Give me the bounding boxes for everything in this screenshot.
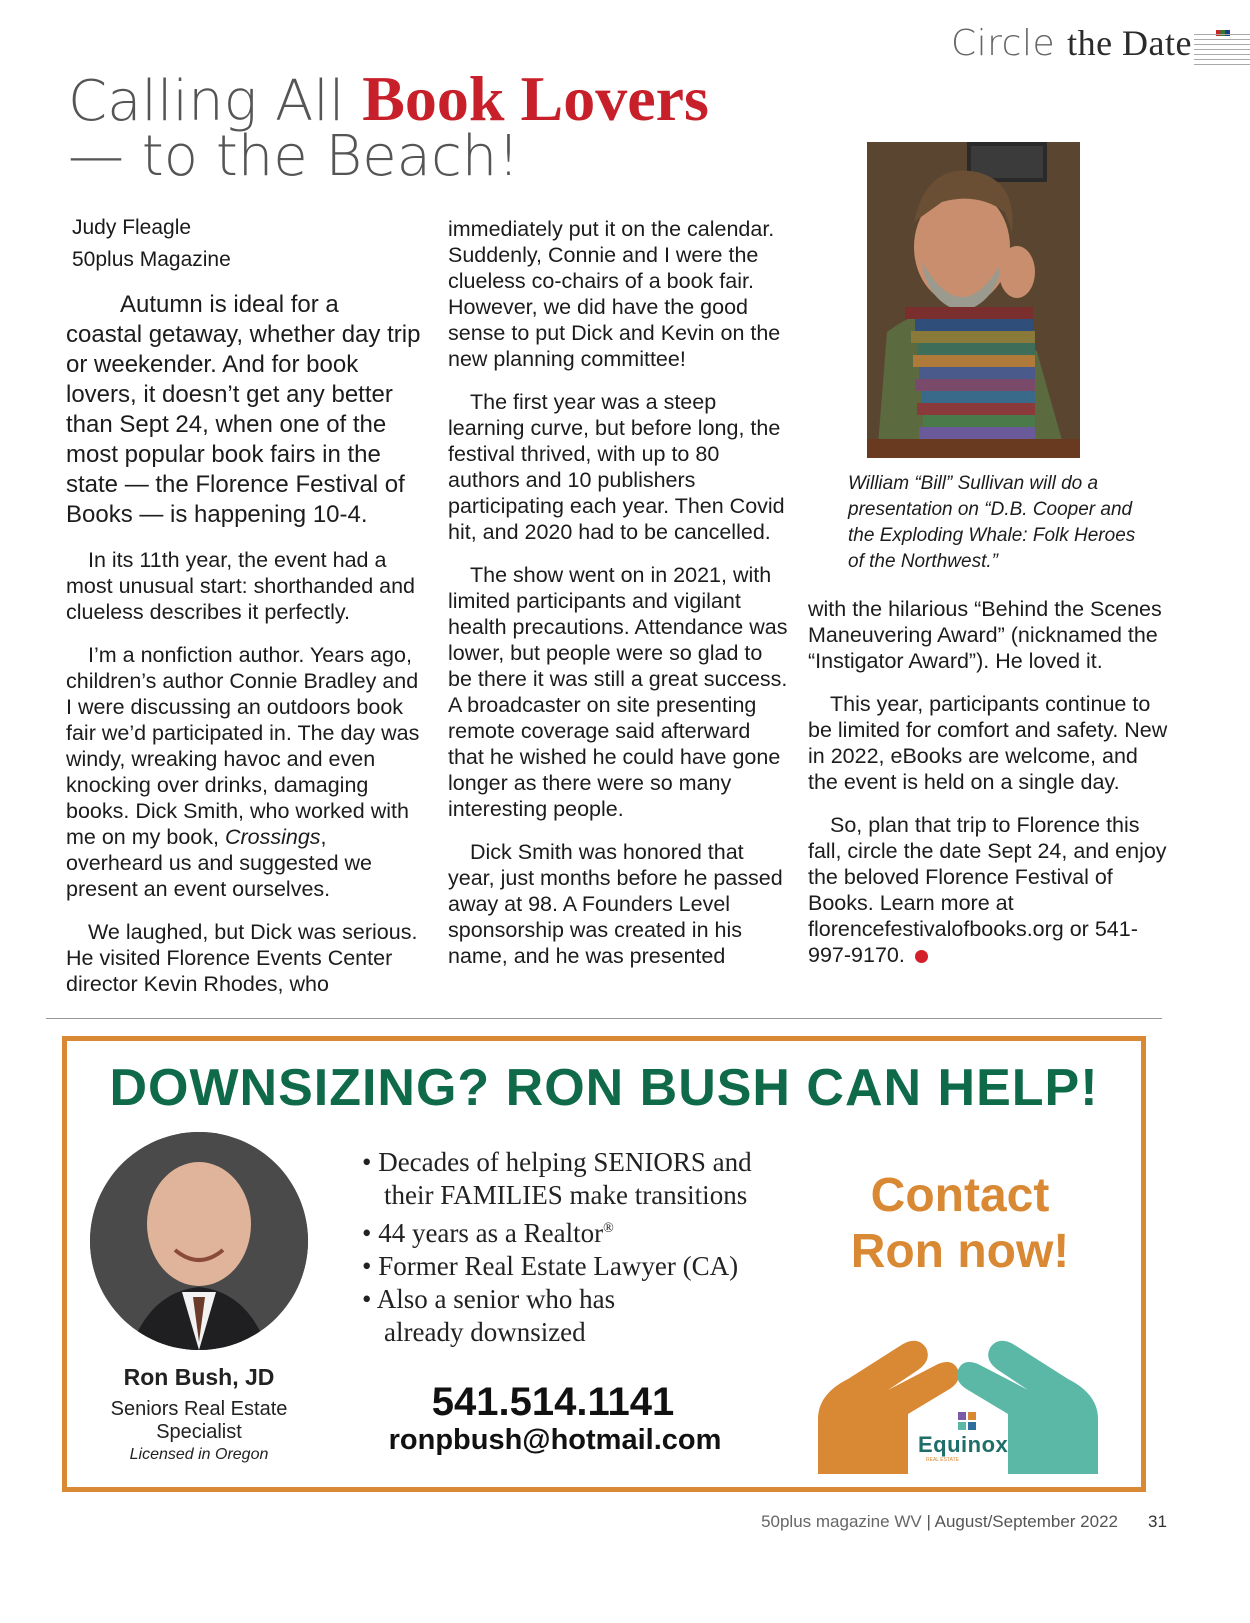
headline-pre: Calling All — [68, 69, 363, 134]
cta-line-2: Ron now! — [850, 1225, 1070, 1278]
bullet-text: • 44 years as a Realtor — [362, 1218, 604, 1248]
logo-text: Equinox — [918, 1432, 1009, 1457]
cta-line-1: Contact — [870, 1169, 1050, 1222]
ad-contact-cta — [820, 1168, 1100, 1280]
paragraph-text: I’m a nonfiction author. Years ago, children’s author Connie Bradley and I were discussing an outdoors book fair we’d participated in. The day was windy, wreaking havoc and even knocking over drinks, damaging books. Dick Smith, who worked with me on my book, — [66, 643, 420, 849]
page-number: 31 — [1148, 1512, 1167, 1531]
decorative-lines — [1194, 34, 1250, 74]
paragraph — [66, 642, 421, 902]
bullet-item-continued: their FAMILIES make transitions — [384, 1180, 748, 1210]
agent-photo — [90, 1132, 308, 1350]
ad-headline: DOWNSIZING? RON BUSH CAN HELP! — [109, 1059, 1099, 1117]
paragraph-text: So, plan that trip to Florence this fall, circle the date Sept 24, and enjoy the beloved Florence Festival of Books. Learn more at florencefestivalofbooks.org or 541-997-9170. — [808, 813, 1167, 967]
bullet-item: • Decades of helping SENIORS and — [362, 1147, 752, 1177]
article-column-1 — [66, 290, 421, 1014]
footer-magazine: 50plus magazine WV — [761, 1512, 922, 1531]
section-tag-light: Circle — [951, 23, 1056, 64]
paragraph — [808, 812, 1168, 968]
paragraph: immediately put it on the calendar. Suddenly, Connie and I were the clueless co-chairs of a book fair. However, we did have the good sense to put Dick and Kevin on the new planning committee! — [448, 217, 781, 371]
byline-publication: 50plus Magazine — [72, 248, 231, 271]
agent-license: Licensed in Oregon — [129, 1446, 269, 1463]
ad-phone: 541.514.1141 — [431, 1380, 675, 1424]
byline — [72, 212, 231, 276]
article-column-3 — [808, 596, 1168, 985]
section-tag-bold: the Date — [1067, 23, 1192, 63]
registered-mark: ® — [603, 1221, 614, 1236]
article-column-2 — [448, 216, 788, 986]
bullet-item: • Also a senior who has — [362, 1284, 616, 1314]
headline-accent: Book Lovers — [362, 63, 709, 134]
ad-email: ronpbush@hotmail.com — [388, 1424, 722, 1456]
divider — [46, 1018, 1162, 1019]
paragraph: The first year was a steep learning curve, but before long, the festival thrived, with up to 80 authors and 10 publishers participating each year. Then Covid hit, and 2020 had to be cancelled. — [448, 390, 785, 544]
paragraph: This year, participants continue to be limited for comfort and safety. New in 2022, eBooks are welcome, and the event is held on a single day. — [808, 692, 1168, 794]
end-mark-icon — [915, 950, 928, 963]
byline-author: Judy Fleagle — [72, 216, 192, 239]
agent-name: Ron Bush, JD — [123, 1364, 275, 1390]
bullet-item: • Former Real Estate Lawyer (CA) — [362, 1251, 739, 1281]
headline-line-2: — to the Beach! — [68, 124, 520, 189]
footer-issue: | August/September 2022 — [926, 1512, 1118, 1531]
page-footer — [761, 1512, 1118, 1532]
paragraph: Dick Smith was honored that year, just months before he passed away at 98. A Founders Level sponsorship was created in his name, and he was presented — [448, 840, 783, 968]
paragraph: The show went on in 2021, with limited participants and vigilant health precautions. Attendance was lower, but people were so glad to be there it was still a great success. A broadcaster on site presenting remote coverage said afterward that he wished he could have gone longer as there were so many interesting people. — [448, 563, 788, 821]
book-title: Crossings — [224, 825, 321, 849]
agent-title: Seniors Real Estate Specialist — [110, 1398, 288, 1443]
author-photo — [867, 142, 1080, 458]
section-tag — [951, 22, 1192, 64]
paragraph: In its 11th year, the event had a most unusual start: shorthanded and clueless describes it perfectly. — [66, 548, 415, 624]
logo-subtext: REAL ESTATE — [926, 1457, 959, 1463]
photo-caption: William “Bill” Sullivan will do a presentation on “D.B. Cooper and the Exploding Whale: Folk Heroes of the Northwest.” — [848, 473, 1136, 572]
bullet-item — [362, 1212, 792, 1250]
paragraph: with the hilarious “Behind the Scenes Maneuvering Award” (nicknamed the “Instigator Award”). He loved it. — [808, 597, 1162, 673]
paragraph: We laughed, but Dick was serious. He visited Florence Events Center director Kevin Rhodes, who — [66, 920, 418, 996]
paragraph: Autumn is ideal for a coastal getaway, whether day trip or weekender. And for book lovers, it doesn’t get any better than Sept 24, when one of the most popular book fairs in the state — the Florence Festival of Books — is happening 10-4. — [66, 291, 421, 528]
paragraph-text: , overheard us and suggested we present an event ourselves. — [66, 825, 372, 901]
ad-bullet-list — [362, 1146, 792, 1349]
bullet-item-continued: already downsized — [384, 1317, 586, 1347]
